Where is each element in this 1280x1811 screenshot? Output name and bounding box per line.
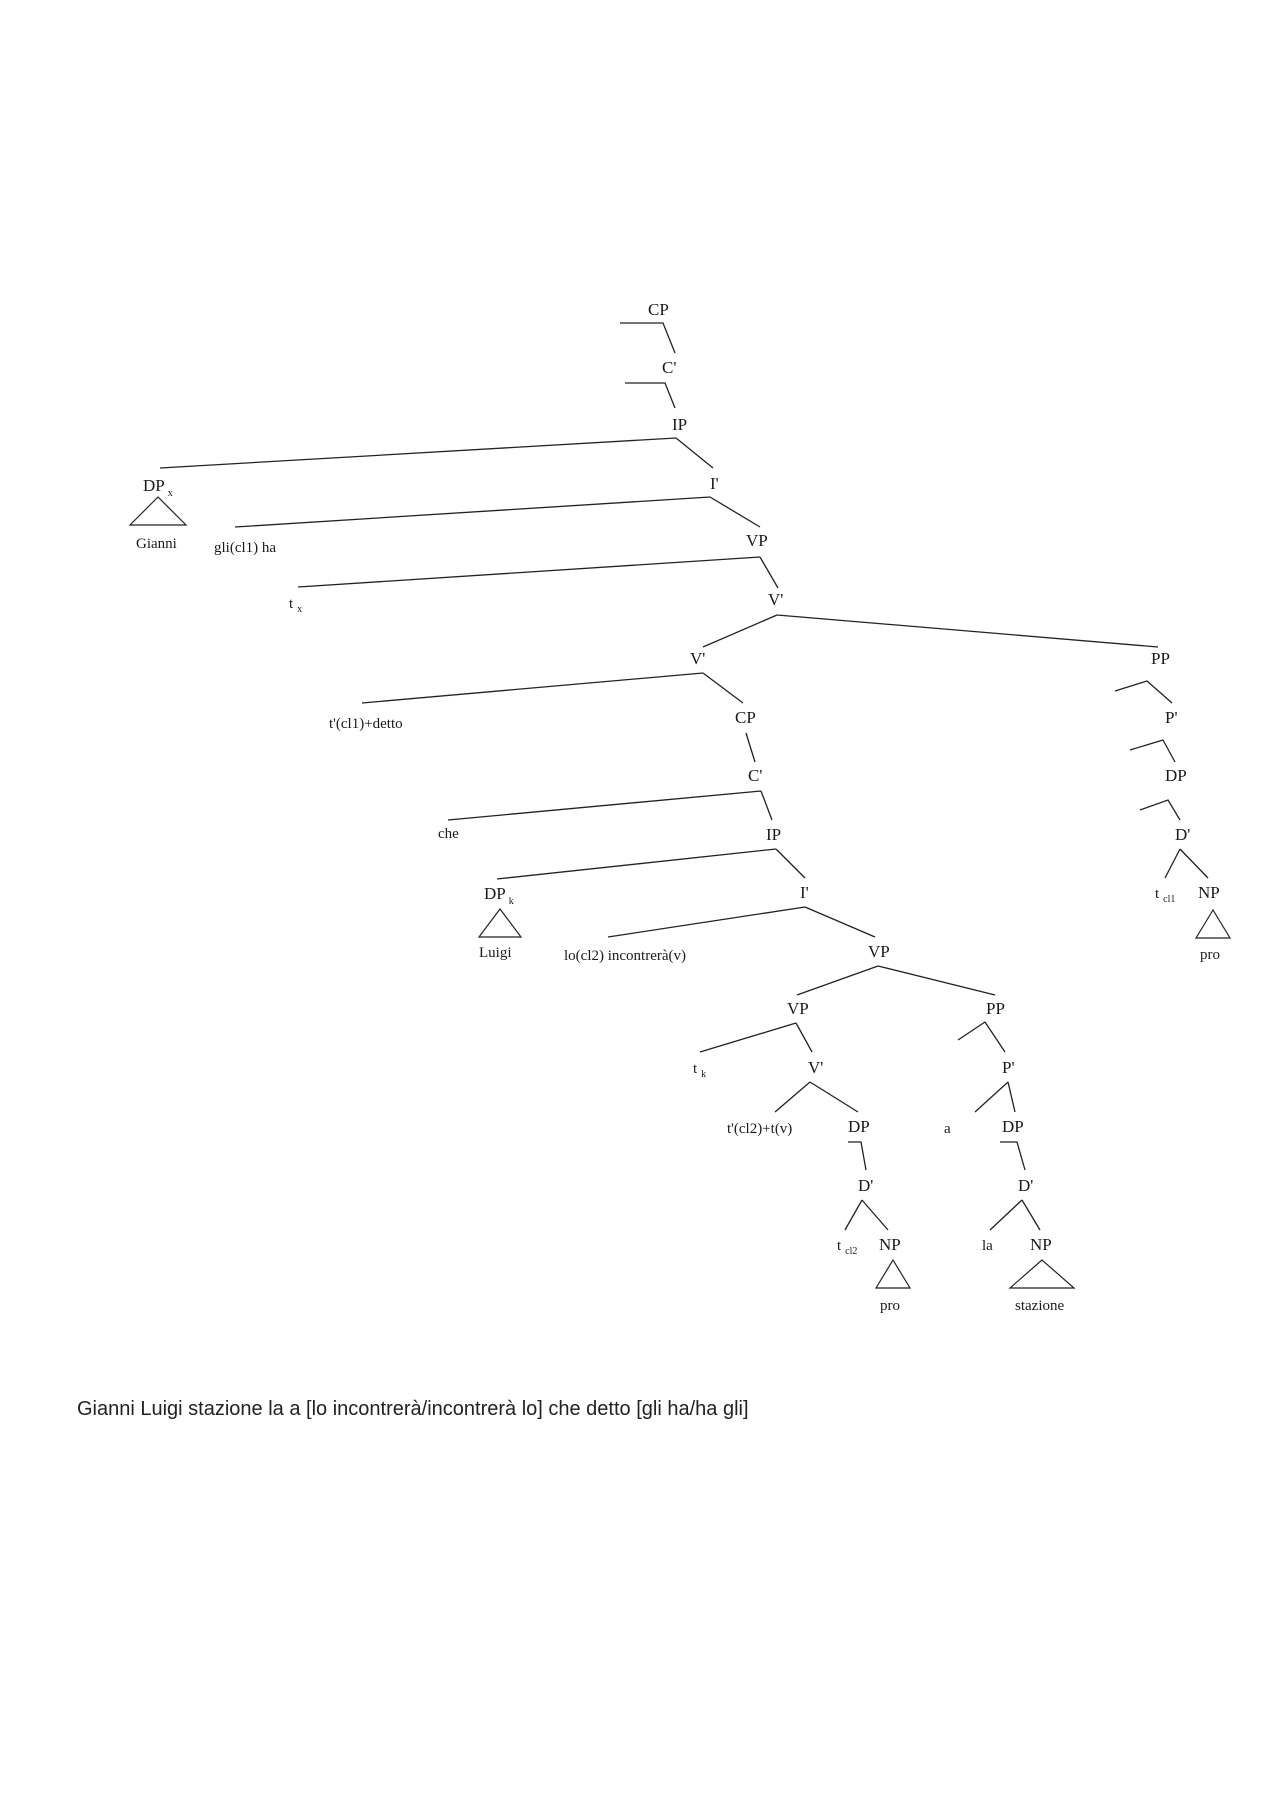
edge-vp3-vbar3 (796, 1023, 812, 1052)
edge-dbar3-np3 (862, 1200, 888, 1230)
node-vp-2: VP (868, 942, 890, 961)
node-vbar-3: V' (808, 1058, 824, 1077)
sentence-caption: Gianni Luigi stazione la a [lo incontrerà/incontrerà lo] che detto [gli ha/ha gli] (77, 1398, 749, 1420)
node-dp-4: DP (1002, 1117, 1024, 1136)
leaf-gianni: Gianni (136, 536, 177, 552)
node-cbar-root: C' (662, 358, 677, 377)
edge-vp2-vp3 (797, 966, 878, 995)
edge-vbar3-dp3 (810, 1082, 858, 1112)
node-ip-root: IP (672, 415, 688, 434)
tree-edges (160, 323, 1208, 1230)
edge-dp3-dbar3 (848, 1142, 866, 1170)
trace-t-cl2: t $_{cl2}$ (837, 1238, 858, 1257)
edge-vp1-vbar1 (760, 557, 778, 588)
edge-ip2-dpk (497, 849, 776, 879)
edge-ibar1-gli (235, 497, 710, 527)
edge-dbar1-tcl1 (1165, 849, 1180, 878)
edge-cbar1 (625, 383, 675, 408)
edge-dp4-dbar4 (1000, 1142, 1025, 1170)
node-ibar-2: I' (800, 883, 809, 902)
edge-ibar2-lo (608, 907, 805, 937)
node-dbar-1: D' (1175, 825, 1191, 844)
node-dp-x: DP $_x$ (143, 476, 173, 499)
node-vp-3: VP (787, 999, 809, 1018)
leaf-a: a (944, 1121, 951, 1137)
node-cp-root: CP (648, 300, 669, 319)
triangle-pro-cl1 (1196, 910, 1230, 938)
tree-labels (136, 300, 1220, 1314)
edge-vbar1-vbar2 (703, 615, 777, 647)
leaf-la: la (982, 1238, 993, 1254)
node-vp-1: VP (746, 531, 768, 550)
node-np-1: NP (1198, 883, 1220, 902)
node-pp-1: PP (1151, 649, 1170, 668)
edge-vbar1-pp1 (777, 615, 1158, 647)
edge-dbar3-tcl2 (845, 1200, 862, 1230)
node-ip-2: IP (766, 825, 782, 844)
edge-pbar2-a (975, 1082, 1008, 1112)
edge-vbar2-detto (362, 673, 703, 703)
edge-dp1-dbar1 (1140, 800, 1180, 820)
leaf-t-cl2-t-v: t'(cl2)+t(v) (727, 1121, 793, 1137)
edge-ibar1-vp1 (710, 497, 760, 527)
edge-pbar2-dp4 (1008, 1082, 1015, 1112)
node-dp-1: DP (1165, 766, 1187, 785)
edge-pbar1-dp1 (1130, 740, 1175, 762)
triangle-gianni (130, 497, 186, 525)
leaf-pro-cl2: pro (880, 1298, 900, 1314)
edge-cbar2-che (448, 791, 761, 820)
leaf-gli-ha: gli(cl1) ha (214, 540, 277, 556)
edge-ip1-ibar1 (676, 438, 713, 468)
edge-vbar3-tcl2v (775, 1082, 810, 1112)
leaf-lo-incontrera: lo(cl2) incontrerà(v) (564, 948, 687, 964)
edge-cp1 (620, 323, 675, 353)
node-dbar-3: D' (858, 1176, 874, 1195)
trace-t-x: t $_x$ (289, 596, 303, 615)
leaf-che: che (438, 826, 459, 842)
trace-t-cl1: t $_{cl1}$ (1155, 886, 1176, 905)
edge-vbar2-cp2 (703, 673, 743, 703)
tree-triangles (130, 497, 1230, 1288)
node-np-4: NP (1030, 1235, 1052, 1254)
node-pbar-1: P' (1165, 708, 1178, 727)
node-pbar-2: P' (1002, 1058, 1015, 1077)
edge-cbar2-ip2 (761, 791, 772, 820)
node-cp-2: CP (735, 708, 756, 727)
edge-dbar4-np4 (1022, 1200, 1040, 1230)
edge-pp1-pbar1 (1115, 681, 1172, 703)
edge-vp1-tx (298, 557, 760, 587)
node-pp-2: PP (986, 999, 1005, 1018)
trace-t-k: t $_k$ (693, 1061, 707, 1080)
leaf-stazione: stazione (1015, 1298, 1065, 1314)
edge-dbar1-np1 (1180, 849, 1208, 878)
node-dbar-4: D' (1018, 1176, 1034, 1195)
node-np-3: NP (879, 1235, 901, 1254)
node-vbar-1: V' (768, 590, 784, 609)
node-dp-k: DP $_k$ (484, 884, 514, 907)
node-dp-3: DP (848, 1117, 870, 1136)
edge-vp2-pp2 (878, 966, 995, 995)
edge-vp3-tk (700, 1023, 796, 1052)
triangle-pro-cl2 (876, 1260, 910, 1288)
triangle-luigi (479, 909, 521, 937)
edge-cp2-cbar2 (746, 733, 755, 762)
leaf-t-cl1-detto: t'(cl1)+detto (329, 716, 403, 732)
leaf-luigi: Luigi (479, 945, 512, 961)
edge-ip1-dpx (160, 438, 676, 468)
node-cbar-2: C' (748, 766, 763, 785)
leaf-pro-cl1: pro (1200, 947, 1220, 963)
node-vbar-2: V' (690, 649, 706, 668)
node-ibar-1: I' (710, 474, 719, 493)
edge-ibar2-vp2 (805, 907, 875, 937)
edge-pp2-pbar2 (958, 1022, 1005, 1052)
triangle-stazione (1010, 1260, 1074, 1288)
edge-ip2-ibar2 (776, 849, 805, 878)
edge-dbar4-la (990, 1200, 1022, 1230)
